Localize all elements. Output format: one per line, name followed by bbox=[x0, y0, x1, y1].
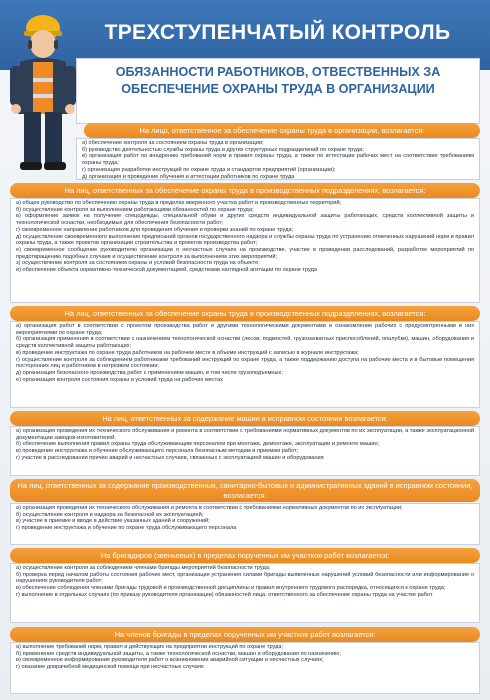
list-item: д) осуществление своевременного выполнения предписаний органов государственного надзора и службы охраны труда по устранению отмеченных нарушений норм и правил охраны труда, а также проектов организации строительства и проектов производства работ; bbox=[16, 233, 474, 247]
list-item: а) осуществление контроля за соблюдением членами бригады мероприятий безопасности труда; bbox=[16, 565, 271, 571]
list-item: г) осуществление контроля за соблюдением работниками требований инструкций по охране труда, а также поддержанию доступа на рабочие места и в бытовые помещения посторонних лиц и работников в нетрезвом состоянии; bbox=[16, 356, 474, 370]
list-item: г) своевременное направление работников для проведения обучения и проверки знаний по охране труда; bbox=[16, 226, 294, 233]
list-item: г) выполнение в отдельных случаях (по приказу руководителя организации) обязанностей лица, ответственного за обеспечение охраны труда на участке работ bbox=[16, 591, 433, 598]
section-heading: На лиц, ответственных за обеспечение охраны труда в производственных подразделениях, возлагается: bbox=[10, 183, 480, 198]
list-item: а) организация работ в соответствии с проектом производства работ и другими технологическими документами и ознакомление рабочих с предусмотренными в них мероприятиями по охране труда; bbox=[16, 323, 474, 336]
list-item: б) осуществление контроля и надзора за безопасной их эксплуатацией; bbox=[16, 511, 204, 518]
list-item: а) организация проведения их технического обслуживания и ремонта в соответствии с требованиями нормативных документов по их эксплуатации, а также эксплуатационной документации заводов-изготовителей; bbox=[16, 428, 474, 441]
list-item: а) общее руководство по обеспечению охраны труда в пределах вверенного участка работ и производственных территорий; bbox=[16, 200, 342, 206]
section-heading: На лиц, ответственных за содержание машин в исправном состоянии возлагается: bbox=[10, 411, 480, 426]
list-item: б) применение средств индивидуальной защиты, а также технологической оснастки, машин и оборудования по назначению; bbox=[16, 650, 341, 657]
list-item: в) проведение инструктажа по охране труда работников на рабочем месте в объеме инструкций с записью в журнале инструктажа; bbox=[16, 349, 359, 356]
list-item: в) оформление заявок на получение спецодежды, специальной обуви и других средств индивидуальной защиты работающих, средств коллективной защиты и технологической оснастки, необходимых для обеспечения безопасности работ; bbox=[16, 213, 474, 227]
list-item: в) своевременное информирование руководителя работ о возникновении аварийной ситуации и несчастных случаях; bbox=[16, 657, 324, 664]
section-list bbox=[16, 505, 474, 532]
list-item: а) выполнение требований норм, правил и действующих на предприятии инструкций по охране труда; bbox=[16, 644, 284, 650]
list-item: б) руководство деятельностью службы охраны труда и других структурных подразделений по охране труда; bbox=[82, 146, 364, 153]
list-item: в) обеспечение соблюдения членами бригады трудовой и производственной дисциплины и правил внутреннего трудового распорядка, относящихся к охране труда; bbox=[16, 585, 446, 592]
section-list bbox=[16, 323, 474, 383]
section-list bbox=[82, 140, 474, 180]
section-heading: На лиц, ответственных за содержание производственных, санитарно-бытовых и административных зданий в исправном состоянии, возлагается: bbox=[10, 479, 480, 502]
list-item: и) обеспечение объекта нормативно-технической документацией, средствами наглядной агитации по охране труда bbox=[16, 267, 318, 274]
list-item: б) организация применения в соответствии с назначением технологической оснастки (лесов, подмостей, грузозахватных приспособлений, опалубки), машин, оборудования и средств коллективной защиты работающих; bbox=[16, 336, 474, 350]
poster-subtitle: ОБЯЗАННОСТИ РАБОТНИКОВ, ОТВЕСТВЕННЫХ ЗА ОБЕСПЕЧЕНИЕ ОХРАНЫ ТРУДА В ОРГАНИЗАЦИИ bbox=[115, 65, 441, 96]
list-item: д) организация и проведение обучения и аттестации работников по охране труда bbox=[82, 173, 295, 180]
list-item: б) осуществление контроля за выполнением работающими обязанностей по охране труда; bbox=[16, 206, 254, 213]
section-heading: На лицо, ответственное за обеспечение охраны труда в организации, возлагается: bbox=[84, 123, 480, 138]
section-list bbox=[16, 428, 474, 462]
list-item: з) осуществление контроля за состоянием охраны и условий безопасности труда на объекте; bbox=[16, 260, 260, 267]
list-item: б) обеспечение выполнения правил охраны труда обслуживающим персоналом при монтаже, демонтаже, эксплуатации и ремонте машин; bbox=[16, 441, 380, 448]
list-item: в) организация работ по внедрению требований норм и правил охраны труда, а также по аттестации рабочих мест на соответствие требованиям охраны труда; bbox=[82, 153, 474, 167]
section-heading: На лиц, ответственных за обеспечение охраны труда в производственных подразделениях, возлагается: bbox=[10, 306, 480, 321]
section-heading: На бригадиров (звеньевых) в пределах порученных им участков работ возлагается: bbox=[10, 548, 480, 563]
section-list bbox=[16, 644, 474, 671]
list-item: б) проверка перед началом работы состояния рабочих мест, организация устранения силами бригады выявленных нарушений условий безопасности или информирование о нарушениях руководителя работ; bbox=[16, 571, 474, 585]
list-item: г) оказание доврачебной медицинской помощи при несчастных случаях bbox=[16, 664, 204, 671]
list-item: д) организация безопасного производства работ с применением машин, в том числе грузоподъемных; bbox=[16, 369, 283, 376]
list-item: а) организация проведения их технического обслуживания и ремонта в соответствии с требованиями нормативных документов по их эксплуатации; bbox=[16, 505, 403, 511]
list-item: е) организация контроля состояния охраны и условий труда на рабочих местах bbox=[16, 376, 224, 383]
list-item: в) участие в приемке и вводе в действие указанных зданий и сооружений; bbox=[16, 518, 210, 525]
section-heading: На членов бригады в пределах порученных им участков работ возлагается: bbox=[10, 627, 480, 642]
list-item: г) организация разработки инструкций по охране труда и стандартов предприятий (организации); bbox=[82, 166, 336, 173]
list-item: г) участие в расследовании причин аварий и несчастных случаев, связанных с эксплуатацией машин и оборудования bbox=[16, 454, 324, 461]
worker-illustration bbox=[6, 6, 80, 174]
list-item: г) проведение инструктажа и обучение по охране труда обслуживающего персонала bbox=[16, 525, 237, 532]
page-title: ТРЕХСТУПЕНЧАТЫЙ КОНТРОЛЬ bbox=[104, 21, 451, 44]
list-item: а) обеспечение контроля за состоянием охраны труда в организации; bbox=[82, 140, 264, 146]
section-list bbox=[16, 200, 474, 274]
list-item: е) своевременное сообщение руководителю организации о несчастных случаях на производстве, участие в проведении расследований, разработке мероприятий по предотвращению подобных случаев и осуществление контроля за выполнением этих мероприятий; bbox=[16, 246, 474, 260]
section-list bbox=[16, 565, 474, 599]
list-item: в) проведение инструктажа и обучения обслуживающего персонала безопасным методам и приемам работ; bbox=[16, 448, 299, 455]
